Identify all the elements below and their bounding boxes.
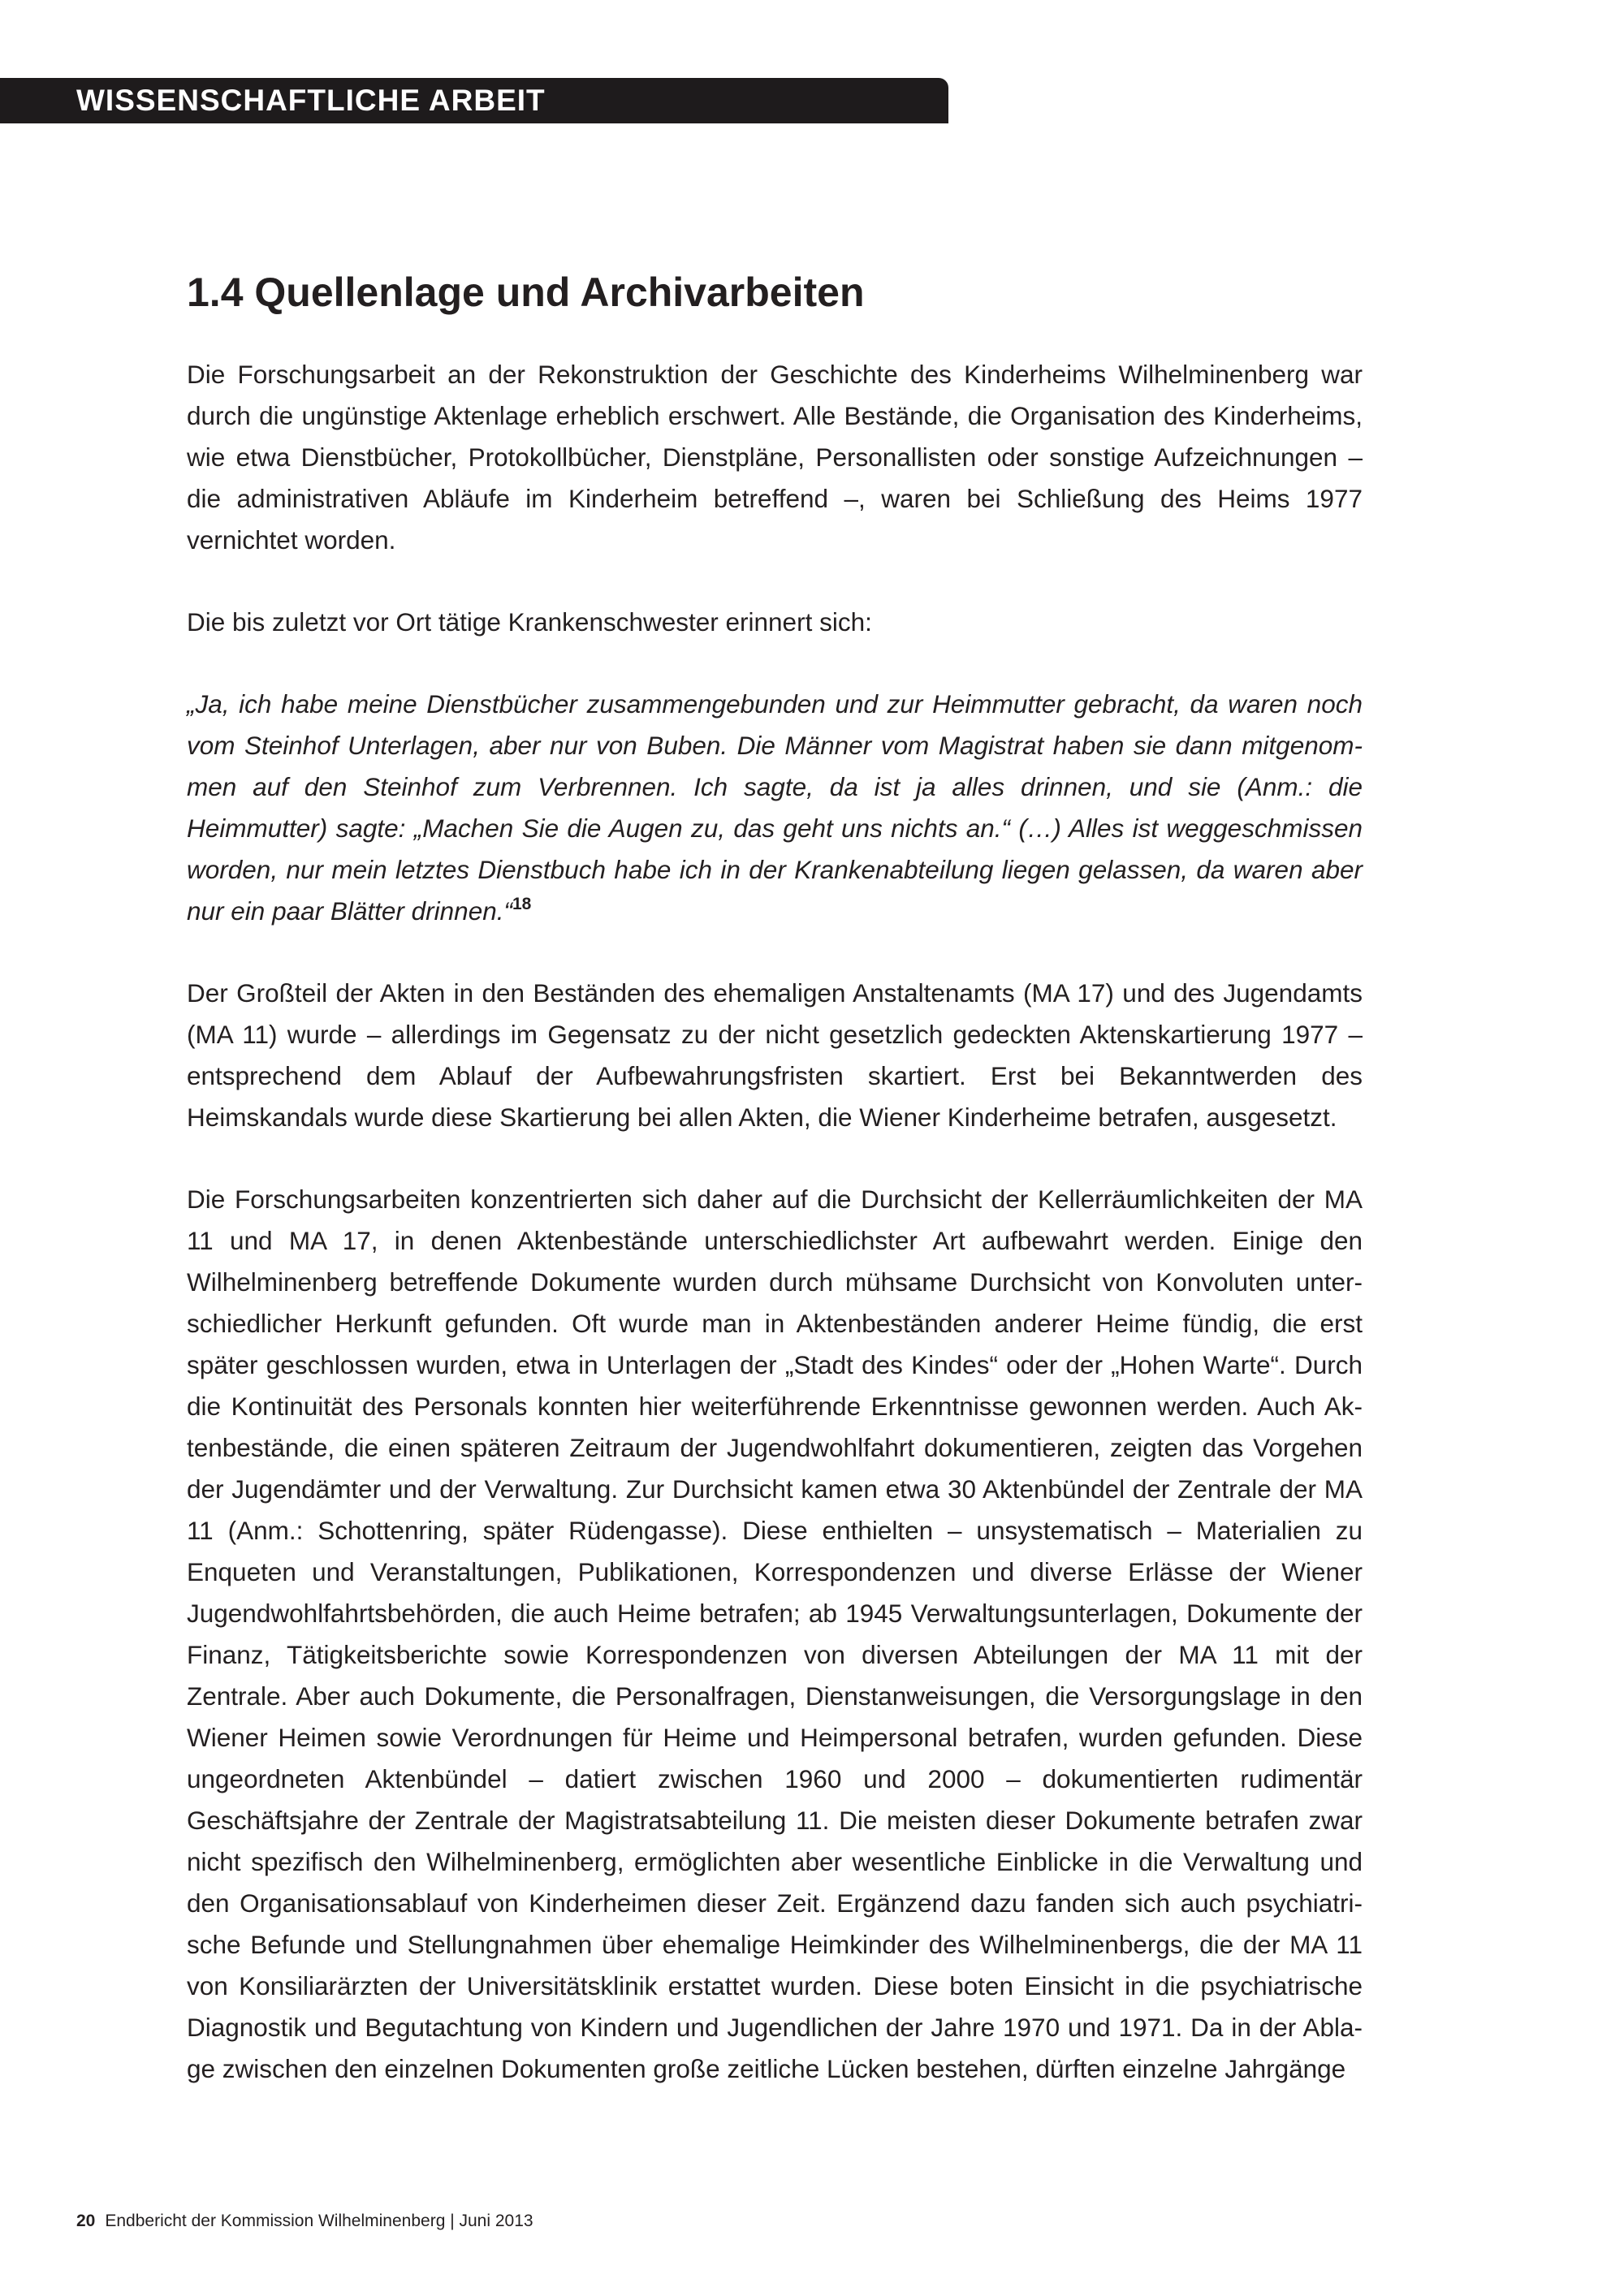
footer-text: Endbericht der Kommission Wilhelminenberg | Juni 2013 [105, 2212, 533, 2230]
footnote-marker: 18 [512, 894, 532, 913]
paragraph-records: Der Großteil der Akten in den Beständen des ehemaligen Anstaltenamts (MA 17) und des Jugendamts (MA 11) wurde – allerdings im Gegensatz zu der nicht gesetzlich gedeckten Aktenskartierung 1977 – entsprechend dem Ablauf der Aufbewahrungsfristen skartiert. Erst bei Bekanntwerden des Heimskandals wurde diese Skartierung bei allen Akten, die Wiener Kinderheime betrafen, ausgesetzt. [187, 978, 1363, 1132]
block-quote [187, 684, 1363, 932]
quote-text: „Ja, ich habe meine Dienstbücher zusammengebunden und zur Heimmutter gebracht, da waren noch vom Steinhof Unterlagen, aber nur von Buben. Die Männer vom Magistrat haben sie dann mitgenommen auf den Steinhof zum Verbrennen. Ich sagte, da ist ja alles drinnen, und sie (Anm.: die Heimmutter) sagte: „Machen Sie die Augen zu, das geht uns nichts an.“ (…) Alles ist weggeschmissen worden, nur mein letztes Dienstbuch habe ich in der Krankenabteilung liegen gelassen, da waren aber nur ein paar Blätter drinnen.“ [187, 689, 1363, 926]
paragraph-intro: Die Forschungsarbeit an der Rekonstruktion der Geschichte des Kinderheims Wilhelminenberg war durch die ungünstige Aktenlage erheblich erschwert. Alle Bestände, die Organisation des Kinderheims, wie etwa Dienstbücher, Protokollbücher, Dienstpläne, Personallisten oder sonstige Aufzeichnungen – die administrativen Abläufe im Kinderheim betreffend –, waren bei Schließung des Heims 1977 vernichtet worden. [187, 360, 1363, 555]
paragraph-lead-in: Die bis zuletzt vor Ort tätige Krankenschwester erinnert sich: [187, 607, 872, 637]
page-number: 20 [76, 2212, 96, 2230]
section-heading: 1.4 Quellenlage und Archivarbeiten [187, 270, 865, 315]
page-footer [76, 2210, 533, 2233]
paragraph-research: Die Forschungsarbeiten konzentrierten sich daher auf die Durchsicht der Kellerräumlichkeiten der MA 11 und MA 17, in denen Aktenbestände unterschiedlichster Art aufbewahrt werden. Einige den Wilhelminenberg betreffende Dokumente wurden durch mühsame Durchsicht von Konvoluten unterschiedlicher Herkunft gefunden. Oft wurde man in Aktenbeständen anderer Heime fündig, die erst später geschlossen wurden, etwa in Unterlagen der „Stadt des Kindes“ oder der „Hohen Warte“. Durch die Kontinuität des Personals konnten hier weiterführende Erkenntnisse gewonnen werden. Auch Aktenbestände, die einen späteren Zeitraum der Jugendwohlfahrt dokumentieren, zeigten das Vorgehen der Jugendämter und der Verwaltung. Zur Durchsicht kamen etwa 30 Aktenbündel der Zentrale der MA 11 (Anm.: Schottenring, später Rüdengasse). Diese enthielten – unsystematisch – Materialien zu Enqueten und Veranstaltungen, Publikationen, Korrespondenzen und diverse Erlässe der Wiener Jugendwohlfahrtsbehörden, die auch Heime betrafen; ab 1945 Verwaltungsunterlagen, Dokumente der Finanz, Tätigkeitsberichte sowie Korrespondenzen von diversen Abteilungen der MA 11 mit der Zentrale. Aber auch Dokumente, die Personalfragen, Dienstanweisungen, die Versorgungslage in den Wiener Heimen sowie Verordnungen für Heime und Heimpersonal betrafen, wurden gefunden. Diese ungeordneten Aktenbündel – datiert zwischen 1960 und 2000 – dokumentierten rudimentär Geschäftsjahre der Zentrale der Magistratsabteilung 11. Die meisten dieser Dokumente betrafen zwar nicht spezifisch den Wilhelminenberg, ermöglichten aber wesentliche Einblicke in die Verwaltung und den Organisationsablauf von Kinderheimen dieser Zeit. Ergänzend dazu fanden sich auch psychiatrische Befunde und Stellungnahmen über ehemalige Heimkinder des Wilhelminenbergs, die der MA 11 von Konsiliarärzten der Universitätsklinik erstattet wurden. Diese boten Einsicht in die psychiatrische Diagnostik und Begutachtung von Kindern und Jugendlichen der Jahre 1970 und 1971. Da in der Ablage zwischen den einzelnen Dokumenten große zeitliche Lücken bestehen, dürften einzelne Jahrgänge [187, 1185, 1363, 2083]
page-body [187, 266, 1363, 2130]
section-label: WISSENSCHAFTLICHE ARBEIT [76, 84, 546, 117]
section-header-bar [0, 78, 948, 123]
